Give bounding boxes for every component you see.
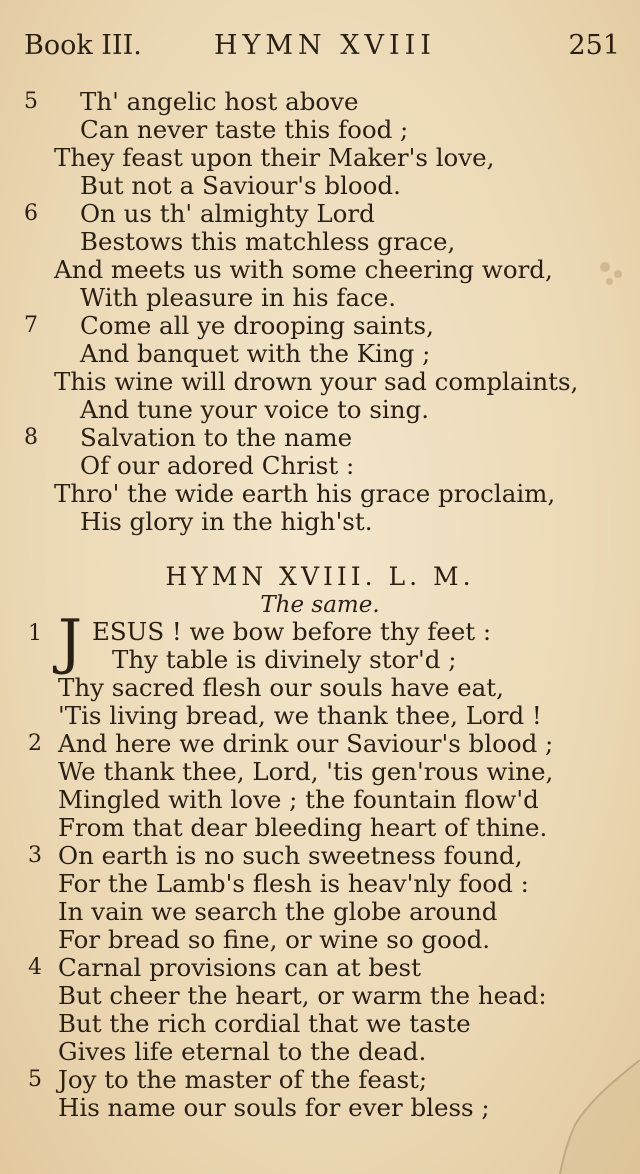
verse-line: And tune your voice to sing.: [80, 395, 429, 424]
verse-line: On earth is no such sweetness found,: [58, 841, 523, 870]
verse-line: But not a Saviour's blood.: [80, 171, 401, 200]
stanza-number: 5: [28, 1067, 42, 1092]
verse-line: Carnal provisions can at best: [58, 953, 421, 982]
page-number: 251: [568, 30, 620, 61]
verse-line: Of our adored Christ :: [80, 451, 355, 480]
verse-line: Thy sacred flesh our souls have eat,: [58, 673, 504, 702]
header-title: HYMN XVIII: [214, 30, 436, 61]
book-label: Book III.: [24, 30, 142, 61]
verse-line: With pleasure in his face.: [80, 283, 397, 312]
verse-line: From that dear bleeding heart of thine.: [58, 813, 548, 842]
verse-line: Can never taste this food ;: [80, 115, 409, 144]
verse-line: But the rich cordial that we taste: [58, 1009, 471, 1038]
verse-line: Mingled with love ; the fountain flow'd: [58, 785, 539, 814]
verse-line: For the Lamb's flesh is heav'nly food :: [58, 869, 529, 898]
verse-line: But cheer the heart, or warm the head:: [58, 981, 547, 1010]
stanza-number: 1: [28, 621, 42, 646]
verse-line: Bestows this matchless grace,: [80, 227, 456, 256]
verse-line: On us th' almighty Lord: [80, 199, 375, 228]
hymn-subtitle: The same.: [260, 592, 380, 618]
paper-spot: [614, 270, 622, 278]
verse-line: This wine will drown your sad complaints,: [54, 367, 579, 396]
page-tear-mark: [520, 1040, 640, 1174]
verse-line: Th' angelic host above: [80, 87, 359, 116]
verse-line: His name our souls for ever bless ;: [58, 1093, 490, 1122]
verse-line: Joy to the master of the feast;: [58, 1065, 428, 1094]
verse-line: ESUS ! we bow before thy feet :: [92, 617, 492, 646]
stanza-number: 3: [28, 843, 42, 868]
verse-line: We thank thee, Lord, 'tis gen'rous wine,: [58, 757, 554, 786]
stanza-number: 2: [28, 731, 42, 756]
stanza-number: 7: [24, 313, 38, 338]
paper-spot: [600, 262, 610, 272]
stanza-number: 8: [24, 425, 38, 450]
verse-line: In vain we search the globe around: [58, 897, 498, 926]
verse-line: Come all ye drooping saints,: [80, 311, 434, 340]
verse-line: They feast upon their Maker's love,: [54, 143, 495, 172]
stanza-number: 6: [24, 201, 38, 226]
verse-line: His glory in the high'st.: [80, 507, 373, 536]
paper-spot: [606, 278, 613, 285]
verse-line: Gives life eternal to the dead.: [58, 1037, 427, 1066]
verse-line: 'Tis living bread, we thank thee, Lord !: [58, 701, 542, 730]
verse-line: And meets us with some cheering word,: [54, 255, 553, 284]
hymn-title: HYMN XVIII. L. M.: [165, 562, 475, 591]
drop-cap: J: [58, 607, 83, 677]
verse-line: Thy table is divinely stor'd ;: [112, 645, 457, 674]
verse-line: Thro' the wide earth his grace proclaim,: [54, 479, 556, 508]
stanza-number: 5: [24, 89, 38, 114]
verse-line: And here we drink our Saviour's blood ;: [58, 729, 554, 758]
running-header: [24, 30, 620, 70]
stanza-number: 4: [28, 955, 42, 980]
verse-line: Salvation to the name: [80, 423, 353, 452]
verse-line: And banquet with the King ;: [80, 339, 431, 368]
verse-line: For bread so fine, or wine so good.: [58, 925, 491, 954]
